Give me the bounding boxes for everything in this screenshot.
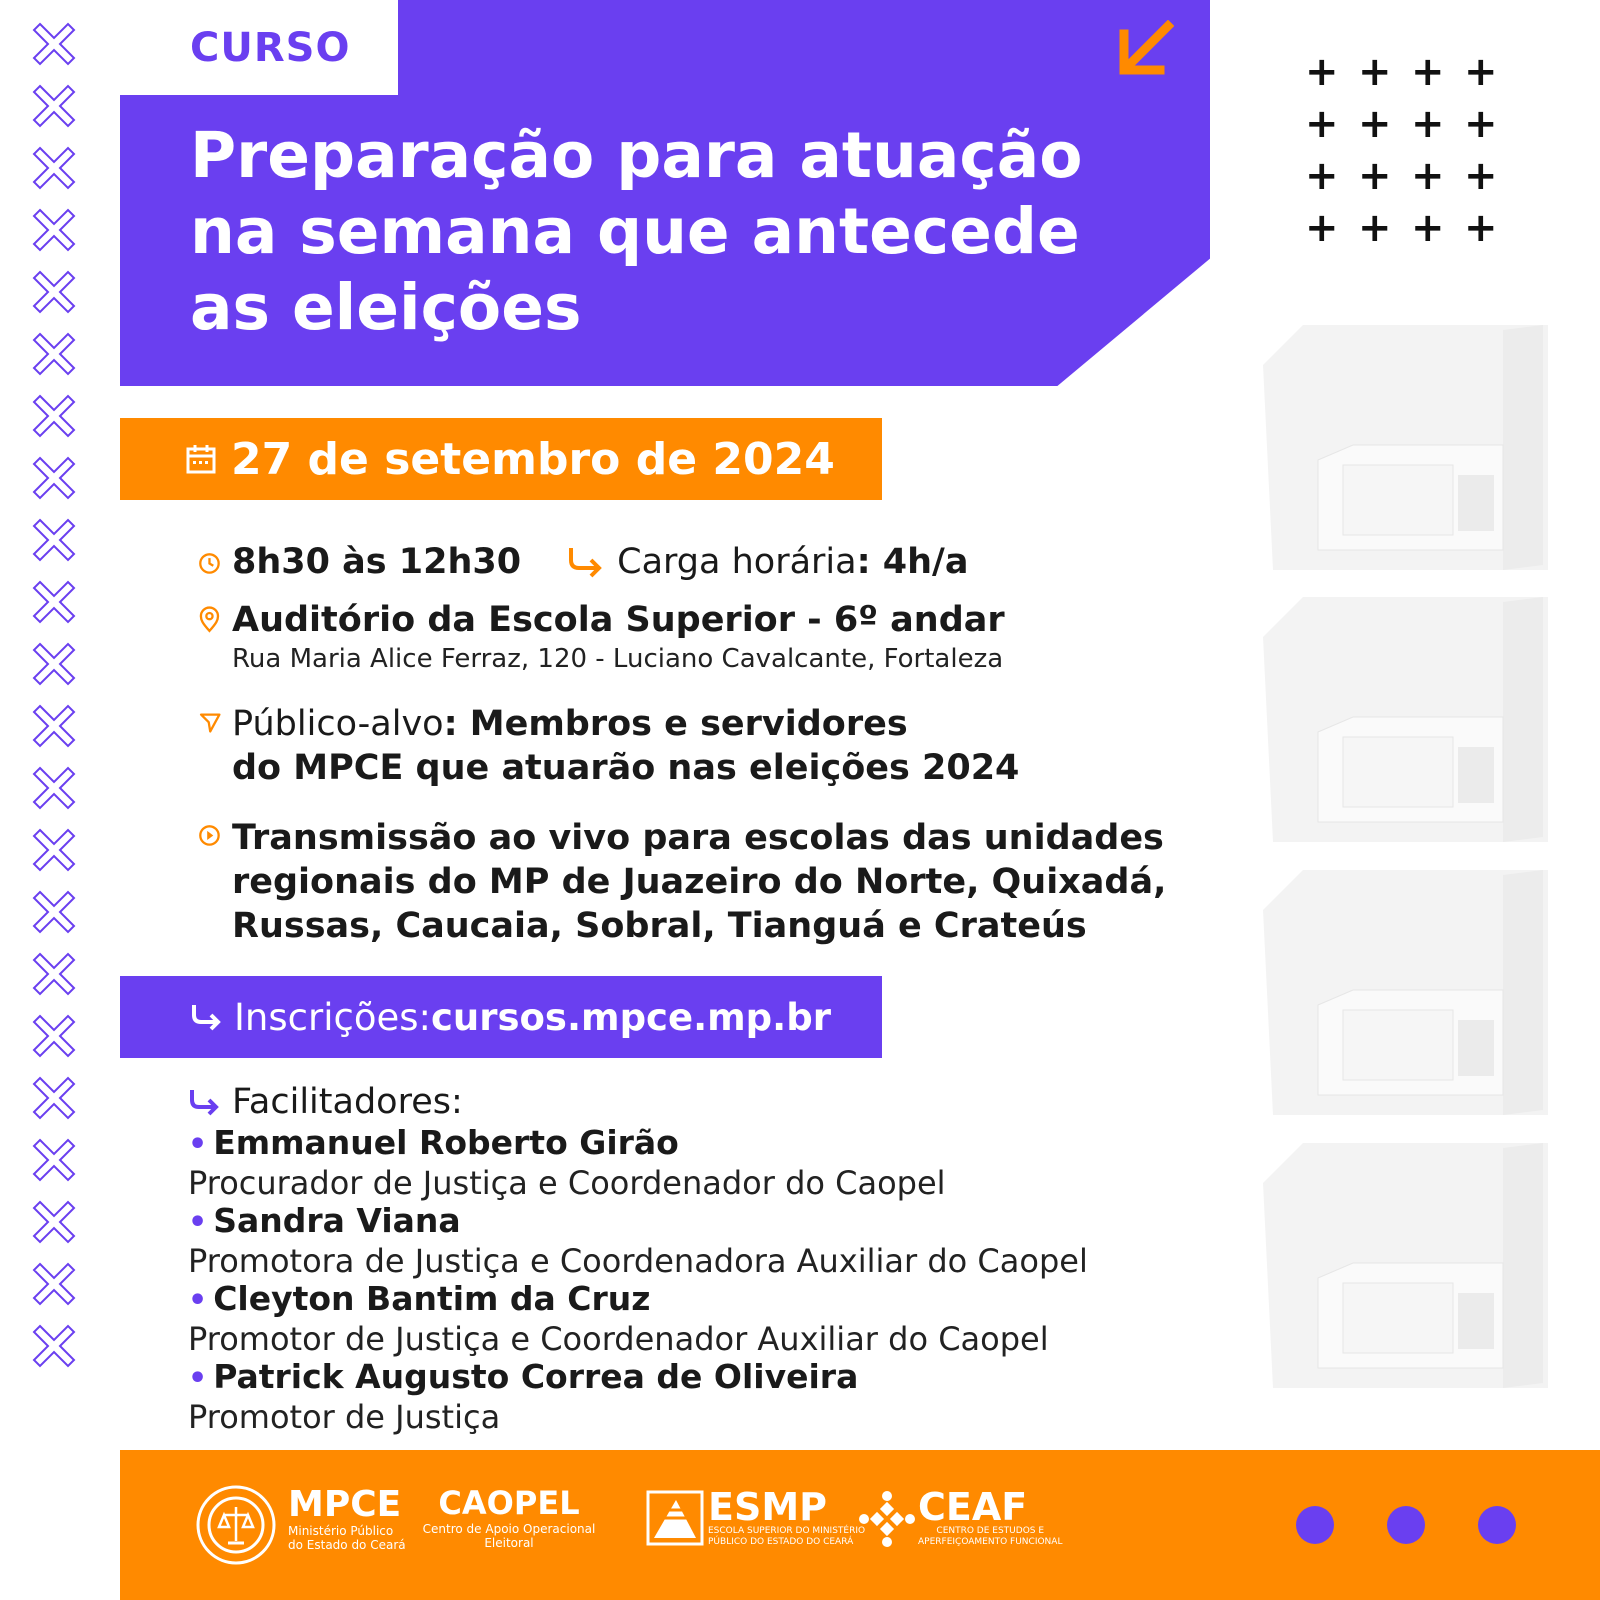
- decorative-plus-grid: [1305, 49, 1517, 260]
- caopel-logo-subtitle-1: Centro de Apoio Operacional: [422, 1522, 596, 1536]
- clock-icon: [190, 544, 232, 578]
- audience-value-2: do MPCE que atuarão nas eleições 2024: [232, 748, 1020, 788]
- decorative-x-icon: [30, 1074, 78, 1122]
- facilitator-role: Procurador de Justiça e Coordenador do Caopel: [188, 1164, 946, 1202]
- page-title: [190, 118, 1190, 346]
- decorative-plus-icon: +: [1305, 153, 1339, 199]
- decorative-dot: [1387, 1506, 1425, 1544]
- footer-bar: [120, 1450, 1600, 1600]
- decorative-plus-icon: +: [1358, 153, 1392, 199]
- facilitators-heading: Facilitadores:: [232, 1082, 463, 1122]
- broadcast-line-3: Russas, Caucaia, Sobral, Tianguá e Crateús: [232, 906, 1087, 946]
- decorative-plus-icon: +: [1358, 205, 1392, 251]
- decorative-plus-icon: +: [1411, 153, 1445, 199]
- course-tag: [120, 0, 398, 95]
- curved-arrow-icon: [188, 1087, 228, 1117]
- facilitator-name: Cleyton Bantim da Cruz: [213, 1279, 651, 1318]
- caopel-logo-subtitle-2: Eleitoral: [484, 1536, 534, 1550]
- ballot-box-illustration: [1263, 1143, 1548, 1393]
- decorative-plus-icon: +: [1411, 101, 1445, 147]
- ceaf-logo-title: CEAF: [918, 1485, 1028, 1529]
- registration-bar: [120, 976, 882, 1058]
- decorative-x-icon: [30, 206, 78, 254]
- title-line-3: as eleições: [190, 271, 582, 344]
- esmp-logo-subtitle-1: ESCOLA SUPERIOR DO MINISTÉRIO: [708, 1526, 866, 1536]
- facilitator-role: Promotor de Justiça e Coordenador Auxiliar do Caopel: [188, 1320, 1049, 1358]
- ballot-box-illustration: [1263, 597, 1548, 847]
- decorative-x-icon: [30, 454, 78, 502]
- audience-value-1: : Membros e servidores: [443, 704, 908, 744]
- caopel-logo-title: CAOPEL: [438, 1484, 580, 1522]
- facilitator-role: Promotora de Justiça e Coordenadora Auxiliar do Caopel: [188, 1242, 1088, 1280]
- decorative-plus-icon: +: [1305, 49, 1339, 95]
- broadcast-row: [190, 816, 1166, 948]
- date-bar: [120, 418, 882, 500]
- decorative-x-icon: [30, 764, 78, 812]
- esmp-logo: [708, 1485, 866, 1548]
- decorative-x-icon: [30, 1198, 78, 1246]
- decorative-plus-icon: +: [1464, 101, 1498, 147]
- mpce-logo-subtitle-2: do Estado do Ceará: [288, 1538, 406, 1552]
- decorative-x-column: [30, 20, 86, 1384]
- mpce-logo: [288, 1486, 406, 1552]
- location-address: Rua Maria Alice Ferraz, 120 - Luciano Cavalcante, Fortaleza: [232, 644, 1004, 674]
- facilitators-section: [188, 1080, 1268, 1436]
- ceaf-logo-subtitle-1: CENTRO DE ESTUDOS E: [936, 1526, 1045, 1536]
- location-place: Auditório da Escola Superior - 6º andar: [232, 600, 1005, 640]
- workload-value: : 4h/a: [856, 542, 969, 582]
- esmp-logo-subtitle-2: PÚBLICO DO ESTADO DO CEARÁ: [708, 1537, 854, 1547]
- ballot-box-illustration: [1263, 325, 1548, 575]
- decorative-plus-icon: +: [1305, 205, 1339, 251]
- schedule-row: [190, 540, 968, 584]
- decorative-x-icon: [30, 950, 78, 998]
- send-icon: [190, 702, 232, 736]
- audience-label: Público-alvo: [232, 704, 444, 744]
- title-line-2: na semana que antecede: [190, 195, 1080, 268]
- registration-label: Inscrições:: [234, 995, 431, 1039]
- decorative-plus-icon: +: [1358, 101, 1392, 147]
- decorative-x-icon: [30, 268, 78, 316]
- decorative-plus-icon: +: [1358, 49, 1392, 95]
- ballot-box-illustration: [1263, 870, 1548, 1120]
- facilitator-item: • Patrick Augusto Correa de Oliveira Promotor de Justiça: [188, 1358, 1268, 1436]
- facilitator-item: • Emmanuel Roberto Girão Procurador de Justiça e Coordenador do Caopel: [188, 1124, 1268, 1202]
- mpce-logo-title: MPCE: [288, 1484, 402, 1525]
- decorative-dot: [1296, 1506, 1334, 1544]
- decorative-plus-icon: +: [1411, 49, 1445, 95]
- facilitator-item: • Sandra Viana Promotora de Justiça e Coordenadora Auxiliar do Caopel: [188, 1202, 1268, 1280]
- esmp-emblem-icon: [646, 1490, 704, 1546]
- arrow-down-left-icon: [1118, 20, 1174, 76]
- decorative-dot: [1478, 1506, 1516, 1544]
- decorative-x-icon: [30, 1012, 78, 1060]
- facilitator-name: Patrick Augusto Correa de Oliveira: [213, 1357, 859, 1396]
- esmp-logo-title: ESMP: [708, 1485, 827, 1529]
- decorative-x-icon: [30, 392, 78, 440]
- facilitator-name: Sandra Viana: [213, 1201, 461, 1240]
- schedule-time: 8h30 às 12h30: [232, 542, 522, 582]
- decorative-x-icon: [30, 578, 78, 626]
- decorative-plus-icon: +: [1411, 205, 1445, 251]
- decorative-plus-icon: +: [1464, 153, 1498, 199]
- registration-link[interactable]: cursos.mpce.mp.br: [430, 995, 831, 1039]
- ceaf-logo-subtitle-2: APERFEIÇOAMENTO FUNCIONAL: [918, 1537, 1063, 1547]
- decorative-plus-icon: +: [1305, 101, 1339, 147]
- title-line-1: Preparação para atuação: [190, 119, 1083, 192]
- decorative-x-icon: [30, 82, 78, 130]
- decorative-x-icon: [30, 516, 78, 564]
- decorative-x-icon: [30, 1136, 78, 1184]
- decorative-x-icon: [30, 826, 78, 874]
- course-tag-label: CURSO: [190, 24, 351, 71]
- decorative-x-icon: [30, 20, 78, 68]
- decorative-x-icon: [30, 702, 78, 750]
- mpce-logo-subtitle-1: Ministério Público: [288, 1524, 394, 1538]
- calendar-icon: [185, 443, 217, 475]
- facilitator-item: • Cleyton Bantim da Cruz Promotor de Justiça e Coordenador Auxiliar do Caopel: [188, 1280, 1268, 1358]
- ceaf-logo: [918, 1485, 1063, 1548]
- curved-arrow-icon: [565, 544, 607, 578]
- facilitator-name: Emmanuel Roberto Girão: [213, 1123, 679, 1162]
- decorative-plus-icon: +: [1464, 49, 1498, 95]
- decorative-x-icon: [30, 888, 78, 936]
- decorative-plus-icon: +: [1464, 205, 1498, 251]
- location-row: [190, 598, 1005, 676]
- date-label: 27 de setembro de 2024: [231, 433, 835, 485]
- workload-label: Carga horária: [617, 542, 857, 582]
- mpce-seal-icon: [194, 1483, 278, 1567]
- decorative-x-icon: [30, 640, 78, 688]
- broadcast-line-2: regionais do MP de Juazeiro do Norte, Quixadá,: [232, 862, 1167, 902]
- decorative-x-icon: [30, 1322, 78, 1370]
- caopel-logo: [422, 1484, 596, 1550]
- decorative-x-icon: [30, 1260, 78, 1308]
- broadcast-line-1: Transmissão ao vivo para escolas das unidades: [232, 818, 1164, 858]
- decorative-x-icon: [30, 144, 78, 192]
- facilitator-role: Promotor de Justiça: [188, 1398, 501, 1436]
- decorative-x-icon: [30, 330, 78, 378]
- curved-arrow-icon: [190, 1002, 224, 1032]
- location-pin-icon: [190, 598, 232, 634]
- ceaf-emblem-icon: [858, 1490, 916, 1548]
- play-circle-icon: [190, 816, 232, 850]
- audience-row: [190, 702, 1019, 790]
